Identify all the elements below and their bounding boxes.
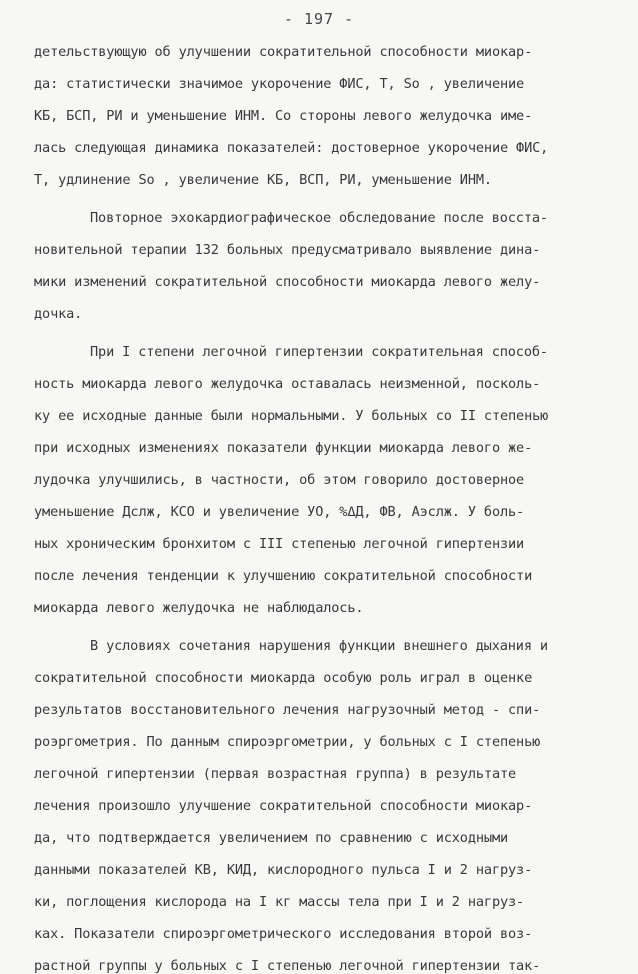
text-line: новительной терапии 132 больных предусматривало выявление дина- [34,242,541,258]
text-line: роэргометрия. По данным спироэргометрии, у больных с I степенью [34,734,541,750]
text-line: растной группы у больных с I степенью легочной гипертензии так- [34,958,541,974]
text-line: после лечения тенденции к улучшению сократительной способности [34,568,533,584]
text-line: миокарда левого желудочка не наблюдалось. [34,600,364,616]
paragraph-first-line: В условиях сочетания нарушения функции внешнего дыхания и [90,638,548,654]
paragraph-first-line: При I степени легочной гипертензии сократительная способ- [90,344,548,360]
text-line: ки, поглощения кислорода на I кг массы тела при I и 2 нагруз- [34,894,525,910]
page-number: - 197 - [283,10,355,28]
text-line: сократительной способности миокарда особую роль играл в оценке [34,670,533,686]
paragraph-first-line: Повторное эхокардиографическое обследование после восста- [90,210,548,226]
text-line: да: статистически значимое укорочение ФИС, Т, So , увеличение [34,76,525,92]
text-line: КБ, БСП, РИ и уменьшение ИНМ. Со стороны левого желудочка име- [34,108,533,124]
text-line: мики изменений сократительной способности миокарда левого желу- [34,274,541,290]
text-line: уменьшение Дслж, КСО и увеличение УО, %ΔД, ФВ, Аэслж. У боль- [34,504,525,520]
text-line: лась следующая динамика показателей: достоверное укорочение ФИС, [34,140,549,156]
text-line: данными показателей КВ, КИД, кислородного пульса I и 2 нагруз- [34,862,533,878]
text-line: дочка. [34,306,83,322]
text-line: ках. Показатели спироэргометрического исследования второй воз- [34,926,533,942]
text-line: результатов восстановительного лечения нагрузочный метод - спи- [34,702,541,718]
text-line: Т, удлинение So , увеличение КБ, ВСП, РИ, уменьшение ИНМ. [34,172,492,188]
text-line: лудочка улучшились, в частности, об этом говорило достоверное [34,472,525,488]
text-line: легочной гипертензии (первая возрастная группа) в результате [34,766,517,782]
text-line: при исходных изменениях показатели функции миокарда левого же- [34,440,533,456]
text-line: ность миокарда левого желудочка оставалась неизменной, посколь- [34,376,541,392]
text-line: ных хроническим бронхитом с III степенью легочной гипертензии [34,536,525,552]
text-line: да, что подтверждается увеличением по сравнению с исходными [34,830,509,846]
text-line: лечения произошло улучшение сократительной способности миокар- [34,798,533,814]
text-line: детельствующую об улучшении сократительной способности миокар- [34,44,533,60]
text-line: ку ее исходные данные были нормальными. У больных со II степенью [34,408,549,424]
